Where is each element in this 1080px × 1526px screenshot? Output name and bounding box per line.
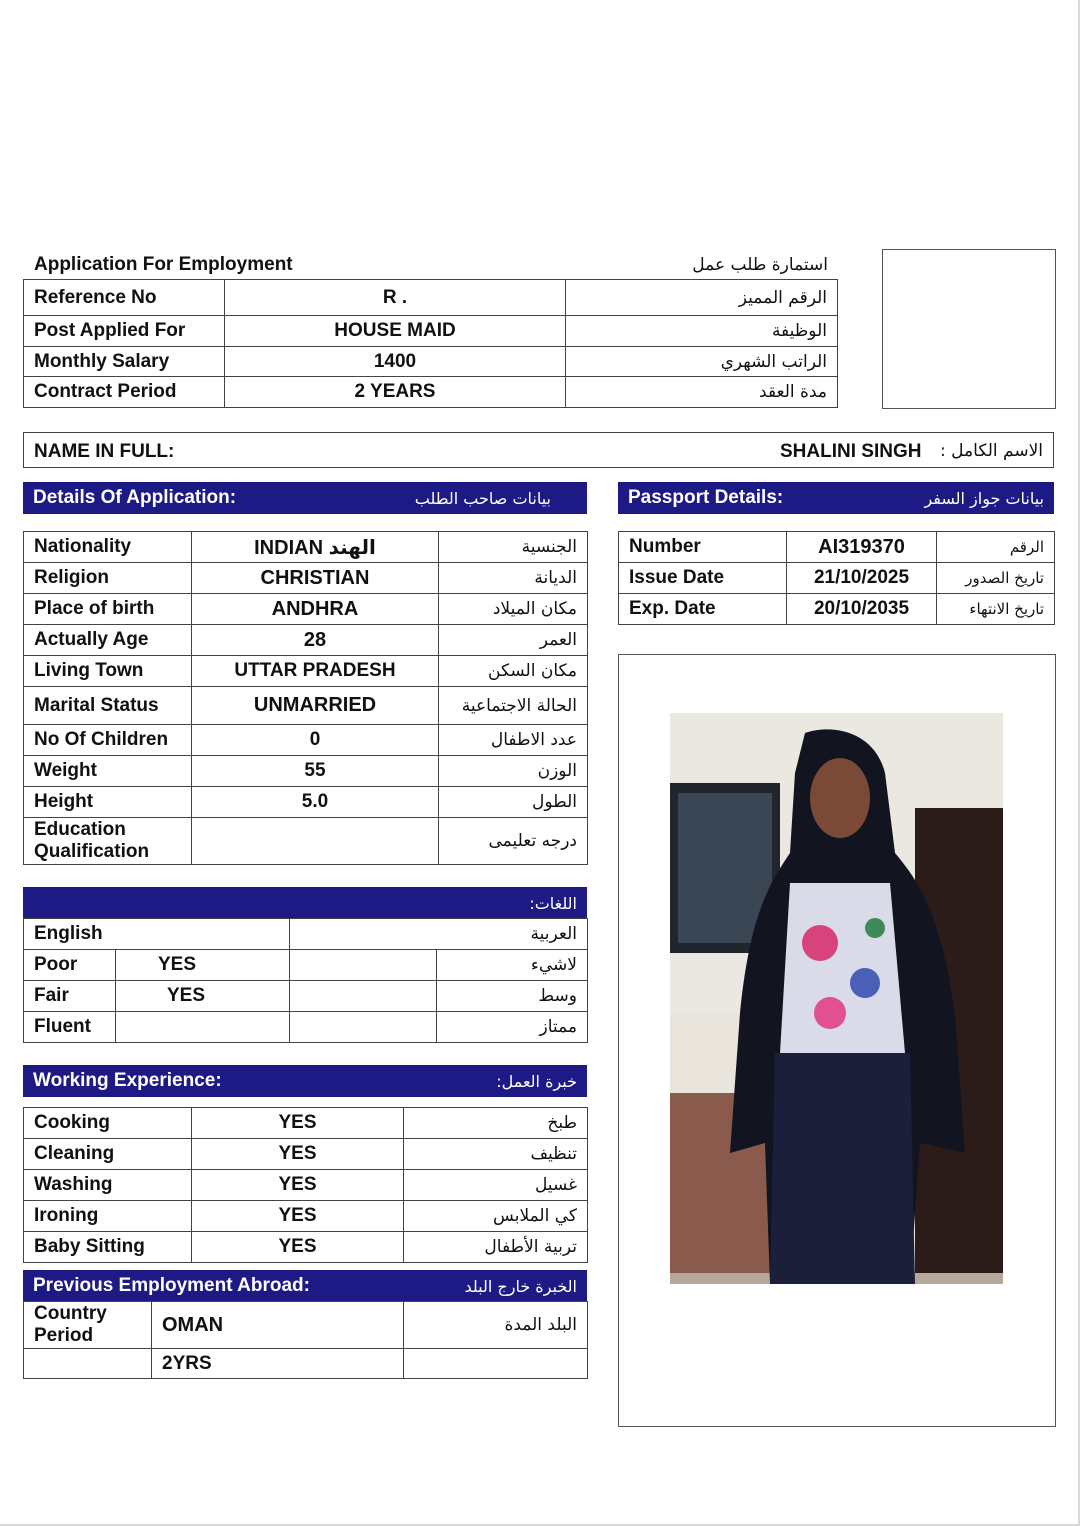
table-row [24,656,588,687]
table-row [24,1012,588,1043]
fluent-label-ar: ممتاز [437,1012,588,1043]
cooking-value: YES [192,1108,404,1139]
ironing-value: YES [192,1201,404,1232]
languages-header-bar [23,887,587,919]
table-row [619,563,1055,594]
country-value: OMAN [152,1302,404,1349]
table-row [24,950,588,981]
marital-label: Marital Status [24,687,192,725]
table-row [24,594,588,625]
fair-label-ar: وسط [437,981,588,1012]
passport-title: Passport Details: [628,487,784,508]
details-header-bar [23,482,587,514]
table-row [619,594,1055,625]
marital-value: UNMARRIED [192,687,439,725]
weight-value: 55 [192,756,439,787]
fluent-arabic [290,1012,437,1043]
table-row [24,787,588,818]
height-label-ar: الطول [439,787,588,818]
cleaning-label: Cleaning [24,1139,192,1170]
living-town-label-ar: مكان السكن [439,656,588,687]
experience-table [23,1107,588,1263]
table-row [24,316,838,347]
baby-sitting-label-ar: تربية الأطفال [404,1232,588,1263]
country-label: Country [34,1303,107,1324]
issue-date-value: 21/10/2025 [787,563,937,594]
table-row [24,1108,588,1139]
issue-date-label: Issue Date [619,563,787,594]
age-value: 28 [192,625,439,656]
religion-label: Religion [24,563,192,594]
passport-number-label: Number [619,532,787,563]
passport-title-ar: بيانات جواز السفر [924,488,1044,508]
nationality-label-ar: الجنسية [439,532,588,563]
applicant-photo [670,713,1003,1284]
table-row [24,687,588,725]
fair-arabic: YES [167,985,206,1006]
nationality-label: Nationality [24,532,192,563]
fair-label: Fair [24,981,116,1012]
ironing-label: Ironing [24,1201,192,1232]
period-value: 2YRS [152,1349,404,1379]
table-row [24,1232,588,1263]
children-label: No Of Children [24,725,192,756]
reference-label-ar: الرقم المميز [566,280,838,316]
table-row [24,1170,588,1201]
arabic-header: العربية [290,919,588,950]
country-period-label [24,1302,152,1349]
name-label: NAME IN FULL: [34,441,175,462]
table-row [24,280,838,316]
poor-label: Poor [24,950,116,981]
nationality-value: INDIAN الهند [192,532,439,563]
reference-value: R . [225,280,566,316]
top-info-table [23,279,838,408]
details-table [23,531,588,865]
contract-label: Contract Period [24,377,225,408]
age-label-ar: العمر [439,625,588,656]
name-row [23,432,1054,468]
exp-date-label: Exp. Date [619,594,787,625]
baby-sitting-label: Baby Sitting [24,1232,192,1263]
details-title-ar: بيانات صاحب الطلب [414,488,551,508]
table-row [24,347,838,377]
birthplace-label: Place of birth [24,594,192,625]
post-value: HOUSE MAID [225,316,566,347]
table-row [24,981,588,1012]
languages-title-ar: اللغات: [529,893,577,913]
baby-sitting-value: YES [192,1232,404,1263]
cleaning-value: YES [192,1139,404,1170]
marital-label-ar: الحالة الاجتماعية [439,687,588,725]
english-header: English [24,919,290,950]
languages-table [23,918,588,1043]
children-label-ar: عدد الاطفال [439,725,588,756]
table-row [24,563,588,594]
passport-number-label-ar: الرقم [937,532,1055,563]
birthplace-value: ANDHRA [192,594,439,625]
form-title: Application For Employment [34,254,293,275]
salary-label: Monthly Salary [24,347,225,377]
issue-date-label-ar: تاريخ الصدور [937,563,1055,594]
birthplace-label-ar: مكان الميلاد [439,594,588,625]
previous-table [23,1301,588,1379]
education-value [192,818,439,865]
poor-english: YES [116,950,290,981]
form-title-ar: استمارة طلب عمل [692,255,828,275]
salary-value: 1400 [225,347,566,377]
table-row [24,625,588,656]
previous-empty-cell [404,1349,588,1379]
previous-label-ar: البلد المدة [404,1302,588,1349]
experience-title: Working Experience: [33,1070,222,1091]
contract-value: 2 YEARS [225,377,566,408]
table-row [24,818,588,865]
table-row [24,532,588,563]
ironing-label-ar: كي الملابس [404,1201,588,1232]
weight-label-ar: الوزن [439,756,588,787]
name-value: SHALINI SINGH [780,441,922,462]
small-photo-box [882,249,1056,409]
washing-value: YES [192,1170,404,1201]
name-label-ar: الاسم الكامل : [940,441,1043,461]
experience-title-ar: خبرة العمل: [496,1071,577,1091]
post-label: Post Applied For [24,316,225,347]
passport-header-bar [618,482,1054,514]
previous-title-ar: الخبرة خارج البلد [464,1276,577,1296]
table-row [24,1201,588,1232]
exp-date-value: 20/10/2035 [787,594,937,625]
washing-label-ar: غسيل [404,1170,588,1201]
fluent-english [116,1012,290,1043]
height-value: 5.0 [192,787,439,818]
salary-label-ar: الراتب الشهري [566,347,838,377]
period-label: Period [34,1325,94,1346]
washing-label: Washing [24,1170,192,1201]
table-row [24,919,588,950]
table-row [24,725,588,756]
details-title: Details Of Application: [33,487,237,508]
poor-label-ar: لاشيء [437,950,588,981]
religion-value: CHRISTIAN [192,563,439,594]
cleaning-label-ar: تنظيف [404,1139,588,1170]
contract-label-ar: مدة العقد [566,377,838,408]
table-row [24,1349,588,1379]
table-row [24,377,838,408]
experience-header-bar [23,1065,587,1097]
post-label-ar: الوظيفة [566,316,838,347]
height-label: Height [24,787,192,818]
passport-table [618,531,1055,625]
weight-label: Weight [24,756,192,787]
education-label-ar: درجه تعليمى [439,818,588,865]
religion-label-ar: الديانة [439,563,588,594]
poor-arabic [290,950,437,981]
previous-title: Previous Employment Abroad: [33,1275,310,1296]
applicant-photo-illustration [670,713,1003,1284]
passport-number-value: AI319370 [787,532,937,563]
table-row [619,532,1055,563]
table-row [24,1139,588,1170]
education-label: Education Qualification [24,818,192,865]
cooking-label: Cooking [24,1108,192,1139]
living-town-value: UTTAR PRADESH [192,656,439,687]
previous-header-bar [23,1270,587,1302]
exp-date-label-ar: تاريخ الانتهاء [937,594,1055,625]
reference-label: Reference No [24,280,225,316]
fair-arabic-cell [167,981,437,1012]
age-label: Actually Age [24,625,192,656]
table-row [24,1302,588,1349]
living-town-label: Living Town [24,656,192,687]
children-value: 0 [192,725,439,756]
fluent-label: Fluent [24,1012,116,1043]
table-row [24,756,588,787]
period-empty-cell [24,1349,152,1379]
cooking-label-ar: طبخ [404,1108,588,1139]
